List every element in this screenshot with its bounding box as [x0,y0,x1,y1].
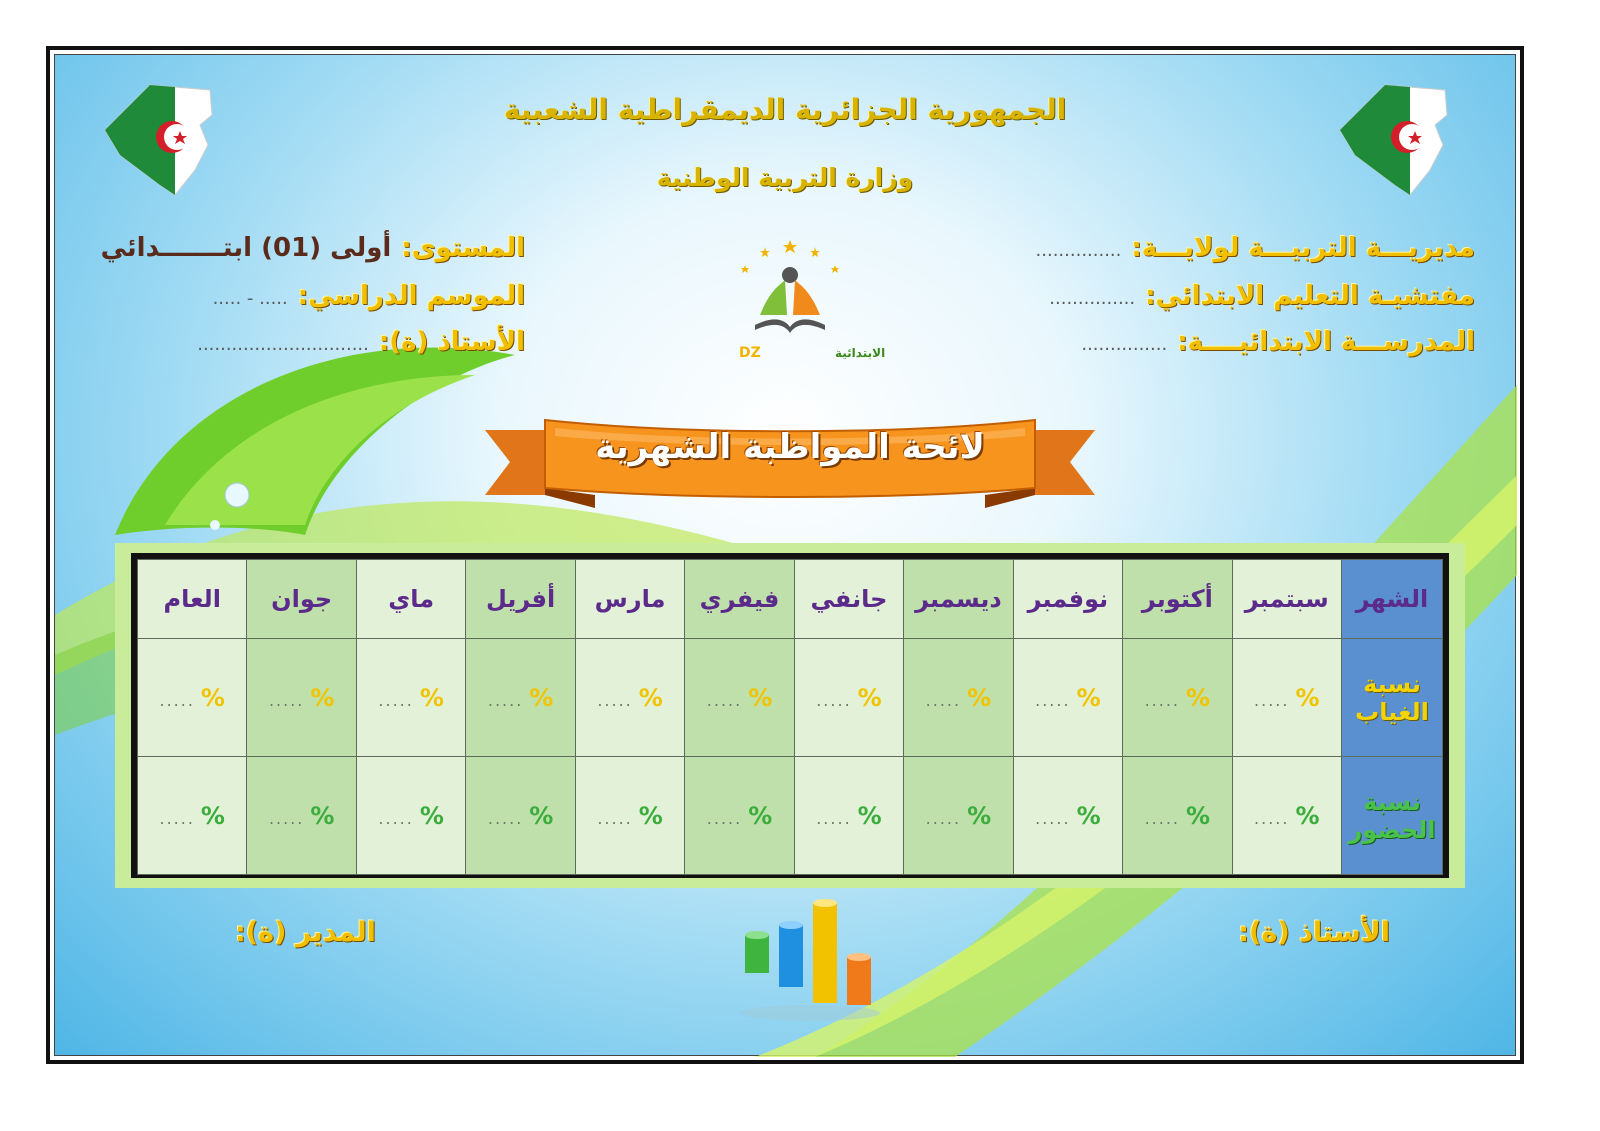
absence-cell: %..... [575,639,684,757]
absence-row [138,639,1443,757]
absence-cell: %..... [138,639,247,757]
inspectorate-line [1049,281,1475,311]
month-cell: نوفمبر [1013,560,1122,639]
month-cell: جوان [247,560,356,639]
school-line [1081,327,1475,357]
absence-cell: %..... [356,639,465,757]
month-cell: العام [138,560,247,639]
month-cell: أفريل [466,560,575,639]
presence-cell: %..... [1232,757,1341,875]
absence-cell: %..... [794,639,903,757]
level-label: المستوى: [401,233,525,263]
presence-row [138,757,1443,875]
season-value: ..... - ..... [212,288,288,309]
certificate-background [54,54,1516,1056]
logo-text: الابتدائية [835,346,886,360]
absence-cell: %..... [466,639,575,757]
teacher-dots: .............................. [197,334,369,355]
school-dots: ............... [1081,334,1168,355]
presence-cell: %..... [138,757,247,875]
absence-cell: %..... [1013,639,1122,757]
directorate-label: مديريـــة التربيـــة لولايـــة: [1131,233,1475,263]
bar-chart-icon [735,895,885,1025]
directorate-line [1036,233,1475,263]
absence-cell: %..... [1123,639,1232,757]
presence-cell: %..... [247,757,356,875]
directorate-dots: ............... [1035,240,1122,261]
absence-cell: %..... [1232,639,1341,757]
month-cell: ديسمبر [904,560,1013,639]
presence-cell: %..... [356,757,465,875]
school-label: المدرســـة الابتدائيــــة: [1177,327,1475,357]
month-cell: فيفري [685,560,794,639]
absence-cell: %..... [685,639,794,757]
inspectorate-label: مفتشيـة التعليم الابتدائي: [1145,281,1475,311]
presence-cell: %..... [904,757,1013,875]
document-title: لائحة المواظبة الشهرية [595,427,985,467]
presence-cell: %..... [575,757,684,875]
absence-cell: %..... [247,639,356,757]
month-cell: ماي [356,560,465,639]
month-cell: أكتوبر [1123,560,1232,639]
attendance-table [137,559,1443,875]
presence-cell: %..... [466,757,575,875]
republic-heading: الجمهورية الجزائرية الديمقراطية الشعبية [503,93,1067,126]
teacher-label: الأستاذ (ة): [378,327,525,357]
level-line [101,233,525,263]
page-frame [46,46,1524,1064]
level-value: أولى (01) ابتـــــــدائي [100,233,392,263]
teacher-line [197,327,525,357]
season-line [213,281,525,311]
presence-cell: %..... [1123,757,1232,875]
ministry-heading: وزارة التربية الوطنية [656,163,914,192]
teacher-signature-label: الأستاذ (ة): [1238,917,1390,948]
month-cell: سبتمبر [1232,560,1341,639]
month-header-cell: الشهر [1342,560,1443,639]
month-cell: مارس [575,560,684,639]
presence-cell: %..... [685,757,794,875]
presence-header-cell: نسبة الحضور [1342,757,1443,875]
presence-cell: %..... [794,757,903,875]
months-row [138,560,1443,639]
school-logo [725,235,886,365]
absence-header-cell: نسبة الغياب [1342,639,1443,757]
presence-cell: %..... [1013,757,1122,875]
director-signature-label: المدير (ة): [235,917,376,948]
absence-cell: %..... [904,639,1013,757]
month-cell: جانفي [794,560,903,639]
logo-brand: DZ [739,345,761,361]
inspectorate-dots: ............... [1049,288,1136,309]
season-label: الموسم الدراسي: [297,281,525,311]
attendance-table-frame [115,543,1465,888]
